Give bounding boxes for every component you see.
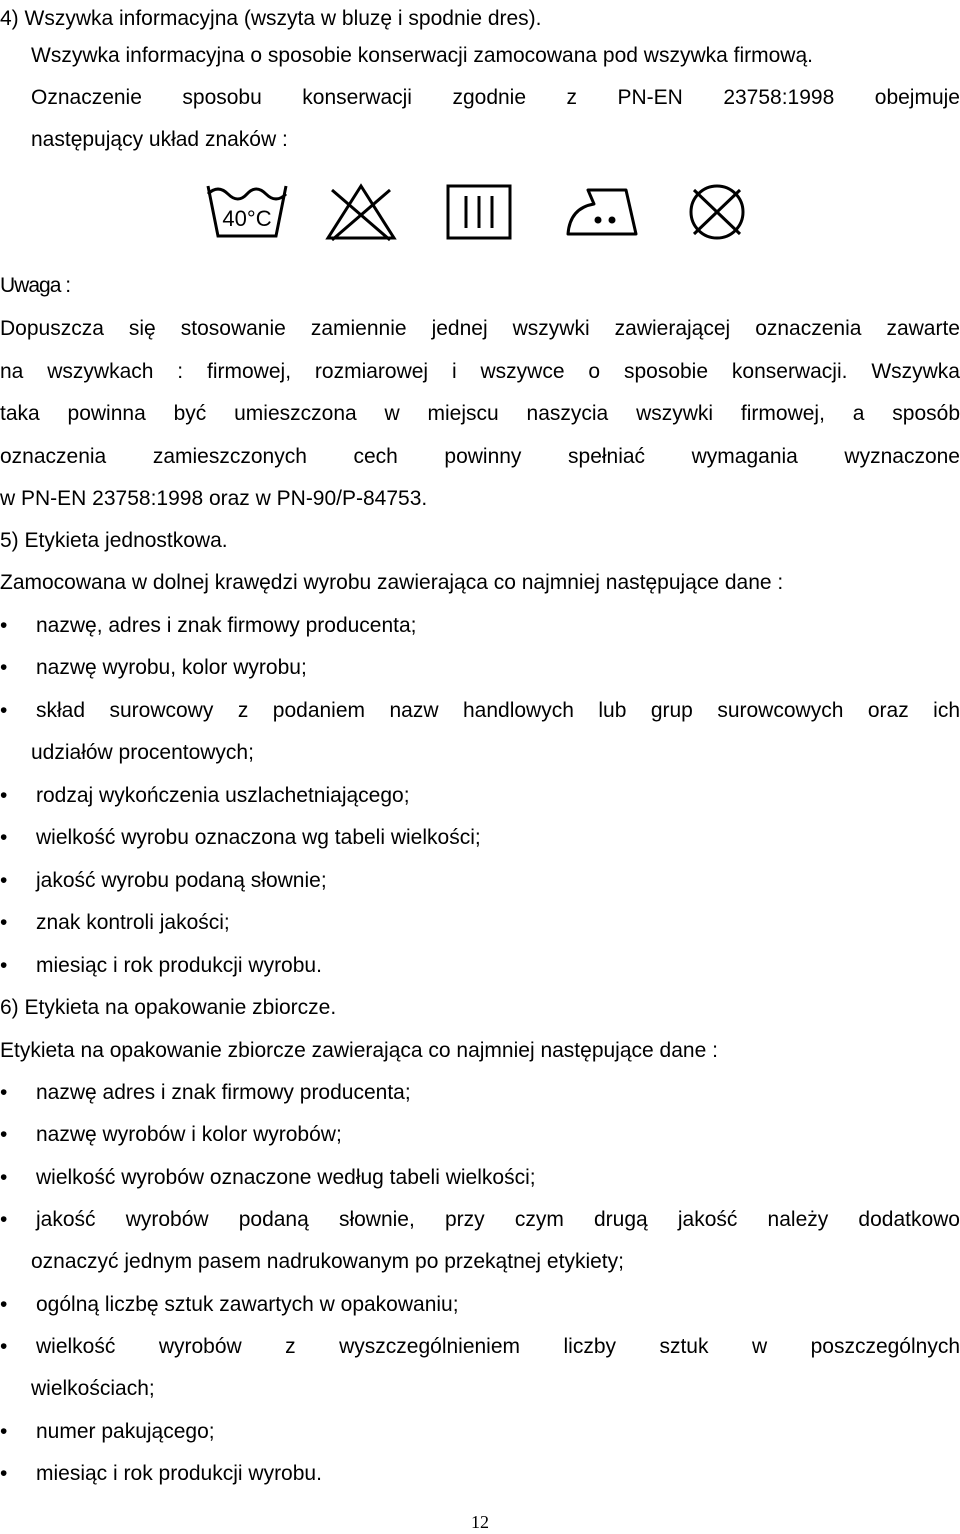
bullet: •: [0, 954, 8, 977]
list-item: nazwę, adres i znak firmowy producenta;: [36, 614, 417, 637]
iron-medium-icon: [564, 180, 646, 244]
bullet: •: [0, 784, 8, 807]
bullet: •: [0, 911, 8, 934]
bullet: •: [0, 1335, 8, 1358]
bullet: •: [0, 1123, 8, 1146]
list-item: wielkość wyrobów oznaczone według tabeli wielkości;: [36, 1166, 536, 1189]
bullet: •: [0, 1462, 8, 1485]
wash-temperature-label: 40°C: [222, 206, 272, 231]
no-bleach-icon: [324, 180, 398, 244]
bullet: •: [0, 1208, 8, 1231]
note-line: w PN-EN 23758:1998 oraz w PN-90/P-84753.: [0, 487, 428, 510]
section-5-heading: 5) Etykieta jednostkowa.: [0, 529, 228, 552]
bullet: •: [0, 699, 8, 722]
list-item: jakość wyrobów podaną słownie, przy czym drugą jakość należy dodatkowo: [36, 1208, 960, 1231]
list-item: nazwę adres i znak firmowy producenta;: [36, 1081, 411, 1104]
bullet: •: [0, 869, 8, 892]
no-dry-clean-icon: [684, 180, 750, 244]
list-item: miesiąc i rok produkcji wyrobu.: [36, 1462, 322, 1485]
note-line: na wszywkach : firmowej, rozmiarowej i wszywce o sposobie konserwacji. Wszywka: [0, 360, 960, 383]
bullet: •: [0, 1166, 8, 1189]
care-symbols: [200, 180, 760, 250]
section-5-intro: Zamocowana w dolnej krawędzi wyrobu zawierająca co najmniej następujące dane :: [0, 571, 784, 594]
list-item: znak kontroli jakości;: [36, 911, 230, 934]
section-4-heading: 4) Wszywka informacyjna (wszyta w bluzę i spodnie dres).: [0, 7, 542, 30]
page-number: 12: [471, 1512, 489, 1532]
section-6-heading: 6) Etykieta na opakowanie zbiorcze.: [0, 996, 337, 1019]
section-4-line: Wszywka informacyjna o sposobie konserwacji zamocowana pod wszywka firmową.: [31, 44, 813, 67]
line-dry-icon: [444, 180, 514, 244]
section-4-line: następujący układ znaków :: [31, 128, 288, 151]
list-item: rodzaj wykończenia uszlachetniającego;: [36, 784, 410, 807]
bullet: •: [0, 656, 8, 679]
list-item-continuation: wielkościach;: [31, 1377, 155, 1400]
list-item: nazwę wyrobu, kolor wyrobu;: [36, 656, 307, 679]
bullet: •: [0, 1081, 8, 1104]
section-4-line: Oznaczenie sposobu konserwacji zgodnie z PN-EN 23758:1998 obejmuje: [31, 86, 960, 109]
list-item: numer pakującego;: [36, 1420, 215, 1443]
note-line: taka powinna być umieszczona w miejscu naszycia wszywki firmowej, a sposób: [0, 402, 960, 425]
list-item-continuation: udziałów procentowych;: [31, 741, 254, 764]
bullet: •: [0, 826, 8, 849]
list-item: wielkość wyrobu oznaczona wg tabeli wielkości;: [36, 826, 481, 849]
note-line: Dopuszcza się stosowanie zamiennie jednej wszywki zawierającej oznaczenia zawarte: [0, 317, 960, 340]
bullet: •: [0, 1293, 8, 1316]
list-item: wielkość wyrobów z wyszczególnieniem liczby sztuk w poszczególnych: [36, 1335, 960, 1358]
bullet: •: [0, 1420, 8, 1443]
bullet: •: [0, 614, 8, 637]
list-item: skład surowcowy z podaniem nazw handlowych lub grup surowcowych oraz ich: [36, 699, 960, 722]
list-item: miesiąc i rok produkcji wyrobu.: [36, 954, 322, 977]
list-item: jakość wyrobu podaną słownie;: [36, 869, 327, 892]
list-item: nazwę wyrobów i kolor wyrobów;: [36, 1123, 342, 1146]
section-6-intro: Etykieta na opakowanie zbiorcze zawierająca co najmniej następujące dane :: [0, 1039, 718, 1062]
wash-40c-icon: [204, 180, 290, 244]
list-item-continuation: oznaczyć jednym pasem nadrukowanym po przekątnej etykiety;: [31, 1250, 624, 1273]
list-item: ogólną liczbę sztuk zawartych w opakowaniu;: [36, 1293, 459, 1316]
note-line: oznaczenia zamieszczonych cech powinny spełniać wymagania wyznaczone: [0, 445, 960, 468]
note-label: Uwaga :: [0, 274, 71, 297]
